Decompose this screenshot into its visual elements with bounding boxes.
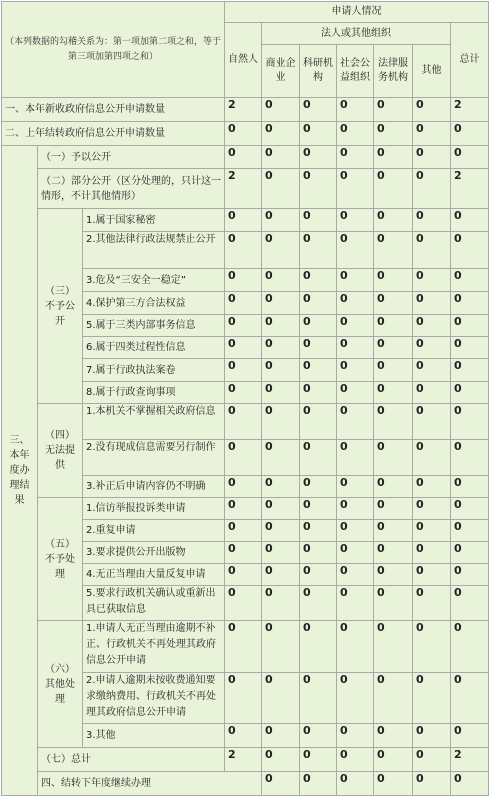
cell-value: 0 [451, 772, 489, 796]
cell-value: 0 [413, 292, 451, 315]
cell-value: 2 [451, 748, 489, 772]
cell-value: 2 [451, 169, 489, 209]
cell-value: 0 [451, 476, 489, 498]
cell-value: 0 [300, 169, 337, 209]
row-label: 3.其他 [83, 724, 225, 748]
cell-value: 0 [225, 476, 262, 498]
cell-value: 0 [413, 382, 451, 404]
cell-value: 0 [337, 498, 374, 520]
cell-value: 0 [413, 586, 451, 621]
cell-value: 0 [262, 232, 300, 269]
cell-value: 0 [337, 169, 374, 209]
cell-value: 0 [337, 621, 374, 673]
cell-value: 0 [262, 337, 300, 359]
cell-value: 2 [225, 748, 262, 772]
cell-value: 0 [300, 673, 337, 724]
commercial-header: 商业企业 [262, 45, 300, 98]
cell-value: 0 [300, 440, 337, 476]
cell-value: 0 [337, 440, 374, 476]
cell-value: 0 [451, 359, 489, 382]
cell-value: 0 [413, 542, 451, 564]
cell-value: 0 [374, 542, 413, 564]
row-label: 3.要求提供公开出版物 [83, 542, 225, 564]
cell-value: 0 [262, 98, 300, 122]
cell-value: 0 [374, 359, 413, 382]
cell-value: 0 [262, 724, 300, 748]
table-row [2, 122, 489, 146]
cell-value: 0 [451, 440, 489, 476]
cell-value: 0 [300, 748, 337, 772]
cell-value: 0 [337, 122, 374, 146]
cell-value: 0 [413, 520, 451, 542]
table-row [2, 98, 489, 122]
cell-value: 0 [337, 382, 374, 404]
cell-value: 0 [337, 748, 374, 772]
row-label: 4.保护第三方合法权益 [83, 292, 225, 315]
cell-value: 0 [451, 586, 489, 621]
cell-value: 2 [225, 98, 262, 122]
cell-value: 0 [374, 337, 413, 359]
cell-value: 0 [413, 98, 451, 122]
legal-service-header: 法律服务机构 [374, 45, 413, 98]
cell-value: 0 [225, 315, 262, 337]
row-label: 8.属于行政查询事项 [83, 382, 225, 404]
cell-value: 0 [451, 542, 489, 564]
row-label: （七）总计 [38, 748, 225, 772]
cell-value: 0 [262, 169, 300, 209]
table-row [2, 772, 489, 796]
cell-value: 0 [374, 292, 413, 315]
row-label: 1.本机关不掌握相关政府信息 [83, 404, 225, 440]
cell-value: 0 [413, 122, 451, 146]
cell-value: 0 [225, 498, 262, 520]
cell-value: 0 [374, 748, 413, 772]
not-processed-label: （五）不予处理 [38, 498, 83, 621]
cell-value: 0 [451, 337, 489, 359]
cell-value: 2 [451, 98, 489, 122]
cell-value: 0 [451, 498, 489, 520]
cell-value: 0 [262, 359, 300, 382]
cell-value: 0 [262, 292, 300, 315]
row-label: （一）予以公开 [38, 146, 225, 169]
row-label: 一、本年新收政府信息公开申请数量 [2, 98, 225, 122]
cell-value: 0 [225, 232, 262, 269]
cell-value: 0 [262, 476, 300, 498]
cell-value: 0 [225, 359, 262, 382]
cell-value: 0 [262, 269, 300, 292]
cell-value: 0 [413, 621, 451, 673]
cell-value: 0 [451, 232, 489, 269]
cell-value: 0 [374, 564, 413, 586]
cell-value: 0 [225, 520, 262, 542]
cell-value: 0 [262, 404, 300, 440]
cell-value: 0 [374, 404, 413, 440]
cell-value: 0 [262, 382, 300, 404]
other-handling-label: （六）其他处理 [38, 621, 83, 748]
cell-value: 0 [337, 586, 374, 621]
row-label: 1.信访举报投诉类申请 [83, 498, 225, 520]
cell-value: 0 [337, 269, 374, 292]
cell-value: 0 [451, 404, 489, 440]
cell-value: 0 [300, 98, 337, 122]
other-header: 其他 [413, 45, 451, 98]
cell-value: 0 [225, 292, 262, 315]
cell-value: 0 [451, 146, 489, 169]
cell-value: 0 [225, 542, 262, 564]
cell-value: 0 [337, 232, 374, 269]
cell-value: 0 [413, 232, 451, 269]
cell-value: 0 [413, 476, 451, 498]
cell-value: 0 [413, 269, 451, 292]
cell-value: 0 [451, 520, 489, 542]
cannot-provide-label: （四）无法提供 [38, 404, 83, 498]
cell-value: 0 [225, 146, 262, 169]
row-label: 7.属于行政执法案卷 [83, 359, 225, 382]
cell-value: 0 [413, 169, 451, 209]
cell-value: 0 [374, 772, 413, 796]
cell-value: 0 [262, 122, 300, 146]
cell-value: 0 [225, 440, 262, 476]
cell-value: 0 [413, 564, 451, 586]
cell-value: 0 [374, 269, 413, 292]
cell-value: 0 [374, 315, 413, 337]
row-label: 四、结转下年度继续办理 [38, 772, 262, 796]
cell-value: 0 [300, 315, 337, 337]
cell-value: 0 [262, 209, 300, 232]
cell-value: 0 [262, 748, 300, 772]
row-label: 1.属于国家秘密 [83, 209, 225, 232]
cell-value: 0 [374, 209, 413, 232]
table-row [2, 169, 489, 209]
cell-value: 0 [225, 564, 262, 586]
cell-value: 0 [374, 98, 413, 122]
cell-value: 0 [225, 724, 262, 748]
cell-value: 0 [451, 724, 489, 748]
table-row [2, 146, 489, 169]
cell-value: 0 [337, 292, 374, 315]
cell-value: 0 [413, 748, 451, 772]
cell-value: 0 [413, 440, 451, 476]
row-label: 3.补正后申请内容仍不明确 [83, 476, 225, 498]
cell-value: 0 [262, 520, 300, 542]
relation-note: （本列数据的勾稽关系为：第一项加第二项之和，等于第三项加第四项之和） [2, 2, 225, 98]
legal-org-header: 法人或其他组织 [262, 23, 451, 45]
row-label: 2.重复申请 [83, 520, 225, 542]
cell-value: 0 [451, 673, 489, 724]
row-label: 2.其他法律行政法规禁止公开 [83, 232, 225, 269]
cell-value: 0 [262, 440, 300, 476]
cell-value: 0 [451, 315, 489, 337]
row-label: 二、上年结转政府信息公开申请数量 [2, 122, 225, 146]
cell-value: 0 [300, 476, 337, 498]
cell-value: 0 [262, 146, 300, 169]
cell-value: 0 [374, 498, 413, 520]
cell-value: 0 [374, 169, 413, 209]
cell-value: 0 [225, 673, 262, 724]
row-label: 2.申请人逾期未按收费通知要求缴纳费用、行政机关不再处理其政府信息公开申请 [83, 673, 225, 724]
cell-value: 0 [262, 542, 300, 564]
cell-value: 0 [262, 315, 300, 337]
cell-value: 0 [413, 315, 451, 337]
table-row [2, 404, 489, 440]
cell-value: 0 [337, 98, 374, 122]
applicant-info-header: 申请人情况 [225, 2, 489, 23]
cell-value: 0 [413, 772, 451, 796]
cell-value: 0 [451, 209, 489, 232]
cell-value: 0 [337, 315, 374, 337]
cell-value: 0 [337, 404, 374, 440]
cell-value: 0 [262, 498, 300, 520]
social-header: 社会公益组织 [337, 45, 374, 98]
cell-value: 0 [337, 542, 374, 564]
cell-value: 0 [374, 476, 413, 498]
row-label: 6.属于四类过程性信息 [83, 337, 225, 359]
cell-value: 0 [300, 498, 337, 520]
cell-value: 0 [374, 673, 413, 724]
cell-value: 0 [451, 122, 489, 146]
cell-value: 0 [300, 520, 337, 542]
cell-value: 0 [300, 404, 337, 440]
cell-value: 0 [451, 564, 489, 586]
row-label: 4.无正当理由大量反复申请 [83, 564, 225, 586]
cell-value: 0 [374, 146, 413, 169]
cell-value: 0 [451, 621, 489, 673]
cell-value: 0 [413, 404, 451, 440]
cell-value: 0 [262, 564, 300, 586]
cell-value: 0 [225, 269, 262, 292]
cell-value: 0 [451, 382, 489, 404]
cell-value: 0 [300, 724, 337, 748]
section3-label: 三、本年度办理结果 [2, 146, 38, 796]
not-public-label: （三）不予公开 [38, 209, 83, 404]
cell-value: 0 [225, 586, 262, 621]
cell-value: 0 [300, 564, 337, 586]
cell-value: 0 [413, 146, 451, 169]
cell-value: 0 [337, 564, 374, 586]
row-label: 1.申请人无正当理由逾期不补正、行政机关不再处理其政府信息公开申请 [83, 621, 225, 673]
cell-value: 0 [300, 382, 337, 404]
cell-value: 0 [225, 122, 262, 146]
cell-value: 0 [337, 724, 374, 748]
cell-value: 0 [413, 673, 451, 724]
cell-value: 0 [413, 724, 451, 748]
cell-value: 0 [300, 232, 337, 269]
natural-person-header: 自然人 [225, 23, 262, 98]
cell-value: 0 [337, 772, 374, 796]
cell-value: 0 [374, 440, 413, 476]
cell-value: 0 [300, 209, 337, 232]
table-row [2, 748, 489, 772]
cell-value: 0 [300, 146, 337, 169]
cell-value: 0 [225, 404, 262, 440]
table-row [2, 209, 489, 232]
cell-value: 0 [374, 232, 413, 269]
cell-value: 0 [374, 122, 413, 146]
row-label: 5.属于三类内部事务信息 [83, 315, 225, 337]
cell-value: 0 [300, 359, 337, 382]
cell-value: 0 [337, 673, 374, 724]
cell-value: 2 [225, 169, 262, 209]
cell-value: 0 [300, 337, 337, 359]
cell-value: 0 [225, 209, 262, 232]
cell-value: 0 [262, 621, 300, 673]
cell-value: 0 [300, 292, 337, 315]
cell-value: 0 [300, 542, 337, 564]
cell-value: 0 [337, 476, 374, 498]
row-label: 3.危及“三安全一稳定” [83, 269, 225, 292]
cell-value: 0 [413, 359, 451, 382]
cell-value: 0 [300, 269, 337, 292]
cell-value: 0 [262, 586, 300, 621]
cell-value: 0 [374, 520, 413, 542]
cell-value: 0 [300, 621, 337, 673]
cell-value: 0 [300, 122, 337, 146]
cell-value: 0 [451, 292, 489, 315]
cell-value: 0 [337, 146, 374, 169]
cell-value: 0 [413, 498, 451, 520]
cell-value: 0 [374, 621, 413, 673]
cell-value: 0 [337, 359, 374, 382]
cell-value: 0 [374, 382, 413, 404]
cell-value: 0 [374, 586, 413, 621]
cell-value: 0 [413, 337, 451, 359]
table-row [2, 498, 489, 520]
cell-value: 0 [300, 586, 337, 621]
cell-value: 0 [413, 209, 451, 232]
table-row [2, 621, 489, 673]
cell-value: 0 [262, 673, 300, 724]
disclosure-table [1, 1, 489, 796]
row-label: 5.要求行政机关确认或重新出具已获取信息 [83, 586, 225, 621]
total-header: 总计 [451, 23, 489, 98]
cell-value: 0 [337, 337, 374, 359]
cell-value: 0 [225, 382, 262, 404]
row-label: （二）部分公开（区分处理的，只计这一情形，不计其他情形） [38, 169, 225, 209]
cell-value: 0 [225, 621, 262, 673]
cell-value: 0 [374, 724, 413, 748]
cell-value: 0 [337, 520, 374, 542]
cell-value: 0 [262, 772, 300, 796]
cell-value: 0 [225, 337, 262, 359]
row-label: 2.没有现成信息需要另行制作 [83, 440, 225, 476]
research-header: 科研机构 [300, 45, 337, 98]
cell-value: 0 [300, 772, 337, 796]
cell-value: 0 [337, 209, 374, 232]
cell-value: 0 [451, 269, 489, 292]
